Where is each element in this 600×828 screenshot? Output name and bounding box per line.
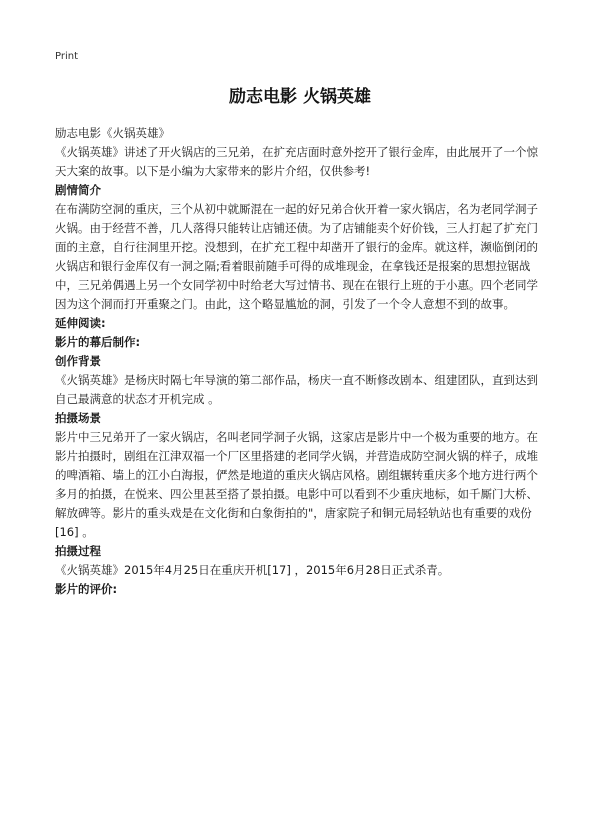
behind-scenes-heading: 影片的幕后制作:	[55, 335, 141, 349]
review-heading: 影片的评价:	[55, 582, 118, 596]
print-label: Print	[55, 51, 79, 62]
plot-heading: 剧情简介	[55, 183, 101, 197]
location-paragraph: 影片中三兄弟开了一家火锅店，名叫老同学洞子火锅，这家店是影片中一个极为重要的地方。在影片拍摄时，剧组在江津双福一个厂区里搭建的老同学火锅，并营造成防空洞火锅的样子，成堆的啤酒箱、墙上的江小白海报，俨然是地道的重庆火锅店风格。剧组辗转重庆多个地方进行两个多月的拍摄，在悦来、四公里甚至搭了景拍摄。电影中可以看到不少重庆地标，如千厮门大桥、解放碑等。影片的重头戏是在文化街和白象街拍的"，唐家院子和铜元局轻轨站也有重要的戏份[16] 。	[55, 430, 538, 539]
summary-paragraph: 《火锅英雄》讲述了开火锅店的三兄弟，在扩充店面时意外挖开了银行金库，由此展开了一个惊天大案的故事。以下是小编为大家带来的影片介绍，仅供参考!	[55, 145, 538, 178]
background-paragraph: 《火锅英雄》是杨庆时隔七年导演的第二部作品，杨庆一直不断修改剧本、组建团队，直到达到自己最满意的状态才开机完成 。	[55, 373, 538, 406]
process-paragraph: 《火锅英雄》2015年4月25日在重庆开机[17] ，2015年6月28日正式杀青。	[55, 563, 450, 577]
article-body	[55, 124, 547, 599]
background-heading: 创作背景	[55, 354, 101, 368]
process-heading: 拍摄过程	[55, 544, 101, 558]
location-heading: 拍摄场景	[55, 411, 101, 425]
plot-paragraph: 在布满防空洞的重庆，三个从初中就厮混在一起的好兄弟合伙开着一家火锅店，名为老同学洞子火锅。由于经营不善，几人落得只能转让店铺还债。为了店铺能卖个好价钱，三人打起了扩充门面的主意，自行往洞里开挖。没想到，在扩充工程中却凿开了银行的金库。就这样，濒临倒闭的火锅店和银行金库仅有一洞之隔;看着眼前随手可得的成堆现金，在拿钱还是报案的思想拉锯战中，三兄弟偶遇上另一个女同学初中时给老大写过情书、现在在银行上班的于小惠。四个老同学因为这个洞而打开重聚之门。由此，这个略显尴尬的洞，引发了一个令人意想不到的故事。	[55, 202, 538, 311]
intro-line: 励志电影《火锅英雄》	[55, 126, 170, 140]
extended-reading-heading: 延伸阅读:	[55, 316, 106, 330]
page-title: 励志电影 火锅英雄	[229, 87, 371, 107]
